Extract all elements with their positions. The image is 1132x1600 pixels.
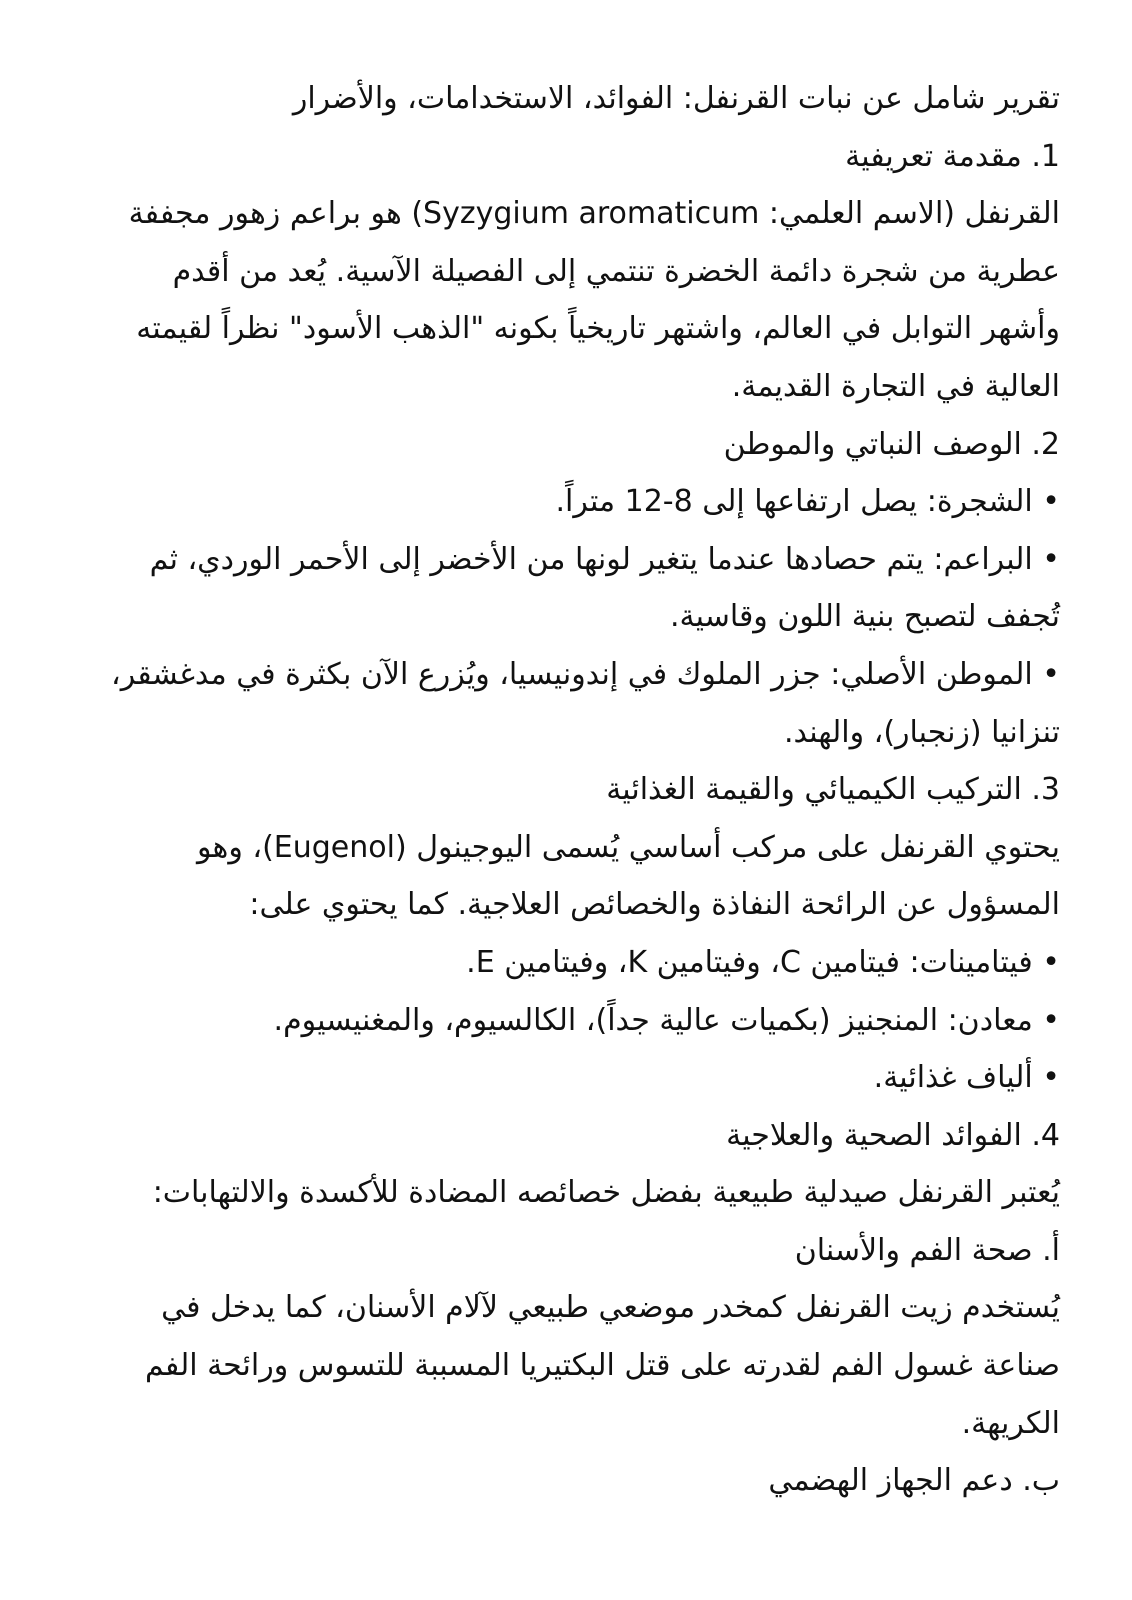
bullet-item: • الشجرة: يصل ارتفاعها إلى 8-12 متراً. — [555, 484, 1060, 520]
paragraph-line: يُعتبر القرنفل صيدلية طبيعية بفضل خصائصه المضادة للأكسدة والالتهابات: — [152, 1175, 1060, 1211]
paragraph-line: عطرية من شجرة دائمة الخضرة تنتمي إلى الفصيلة الآسية. يُعد من أقدم — [172, 253, 1060, 289]
bullet-item: • الموطن الأصلي: جزر الملوك في إندونيسيا، ويُزرع الآن بكثرة في مدغشقر، — [111, 656, 1060, 692]
paragraph-line: العالية في التجارة القديمة. — [731, 368, 1060, 404]
bullet-item-continuation: تُجفف لتصبح بنية اللون وقاسية. — [670, 599, 1060, 635]
paragraph-line: المسؤول عن الرائحة النفاذة والخصائص العلاجية. كما يحتوي على: — [249, 887, 1060, 923]
document-title: تقرير شامل عن نبات القرنفل: الفوائد، الاستخدامات، والأضرار — [292, 81, 1060, 116]
bullet-item-continuation: تنزانيا (زنجبار)، والهند. — [783, 714, 1060, 750]
subheading-digestive: ب. دعم الجهاز الهضمي — [768, 1463, 1060, 1499]
paragraph-line: يحتوي القرنفل على مركب أساسي يُسمى اليوجينول (Eugenol)، وهو — [197, 829, 1060, 865]
paragraph-line: صناعة غسول الفم لقدرته على قتل البكتيريا المسببة للتسوس ورائحة الفم — [144, 1348, 1060, 1384]
paragraph-line: يُستخدم زيت القرنفل كمخدر موضعي طبيعي لآلام الأسنان، كما يدخل في — [161, 1290, 1060, 1326]
section-heading-intro: 1. مقدمة تعريفية — [845, 138, 1060, 174]
paragraph-line: الكريهة. — [961, 1405, 1060, 1441]
bullet-item: • معادن: المنجنيز (بكميات عالية جداً)، الكالسيوم، والمغنيسيوم. — [273, 1002, 1060, 1038]
subheading-oral-health: أ. صحة الفم والأسنان — [794, 1232, 1060, 1268]
paragraph-line: القرنفل (الاسم العلمي: Syzygium aromaticum) هو براعم زهور مجففة — [128, 196, 1060, 232]
bullet-item: • البراعم: يتم حصادها عندما يتغير لونها من الأخضر إلى الأحمر الوردي، ثم — [149, 541, 1060, 577]
section-heading-botanical: 2. الوصف النباتي والموطن — [723, 426, 1060, 462]
section-heading-benefits: 4. الفوائد الصحية والعلاجية — [726, 1117, 1060, 1153]
bullet-item: • فيتامينات: فيتامين C، وفيتامين K، وفيتامين E. — [466, 944, 1060, 980]
paragraph-line: وأشهر التوابل في العالم، واشتهر تاريخياً بكونه "الذهب الأسود" نظراً لقيمته — [136, 311, 1060, 347]
document-body — [60, 70, 1060, 1510]
section-heading-chemistry: 3. التركيب الكيميائي والقيمة الغذائية — [606, 772, 1060, 808]
bullet-item: • ألياف غذائية. — [873, 1060, 1060, 1096]
